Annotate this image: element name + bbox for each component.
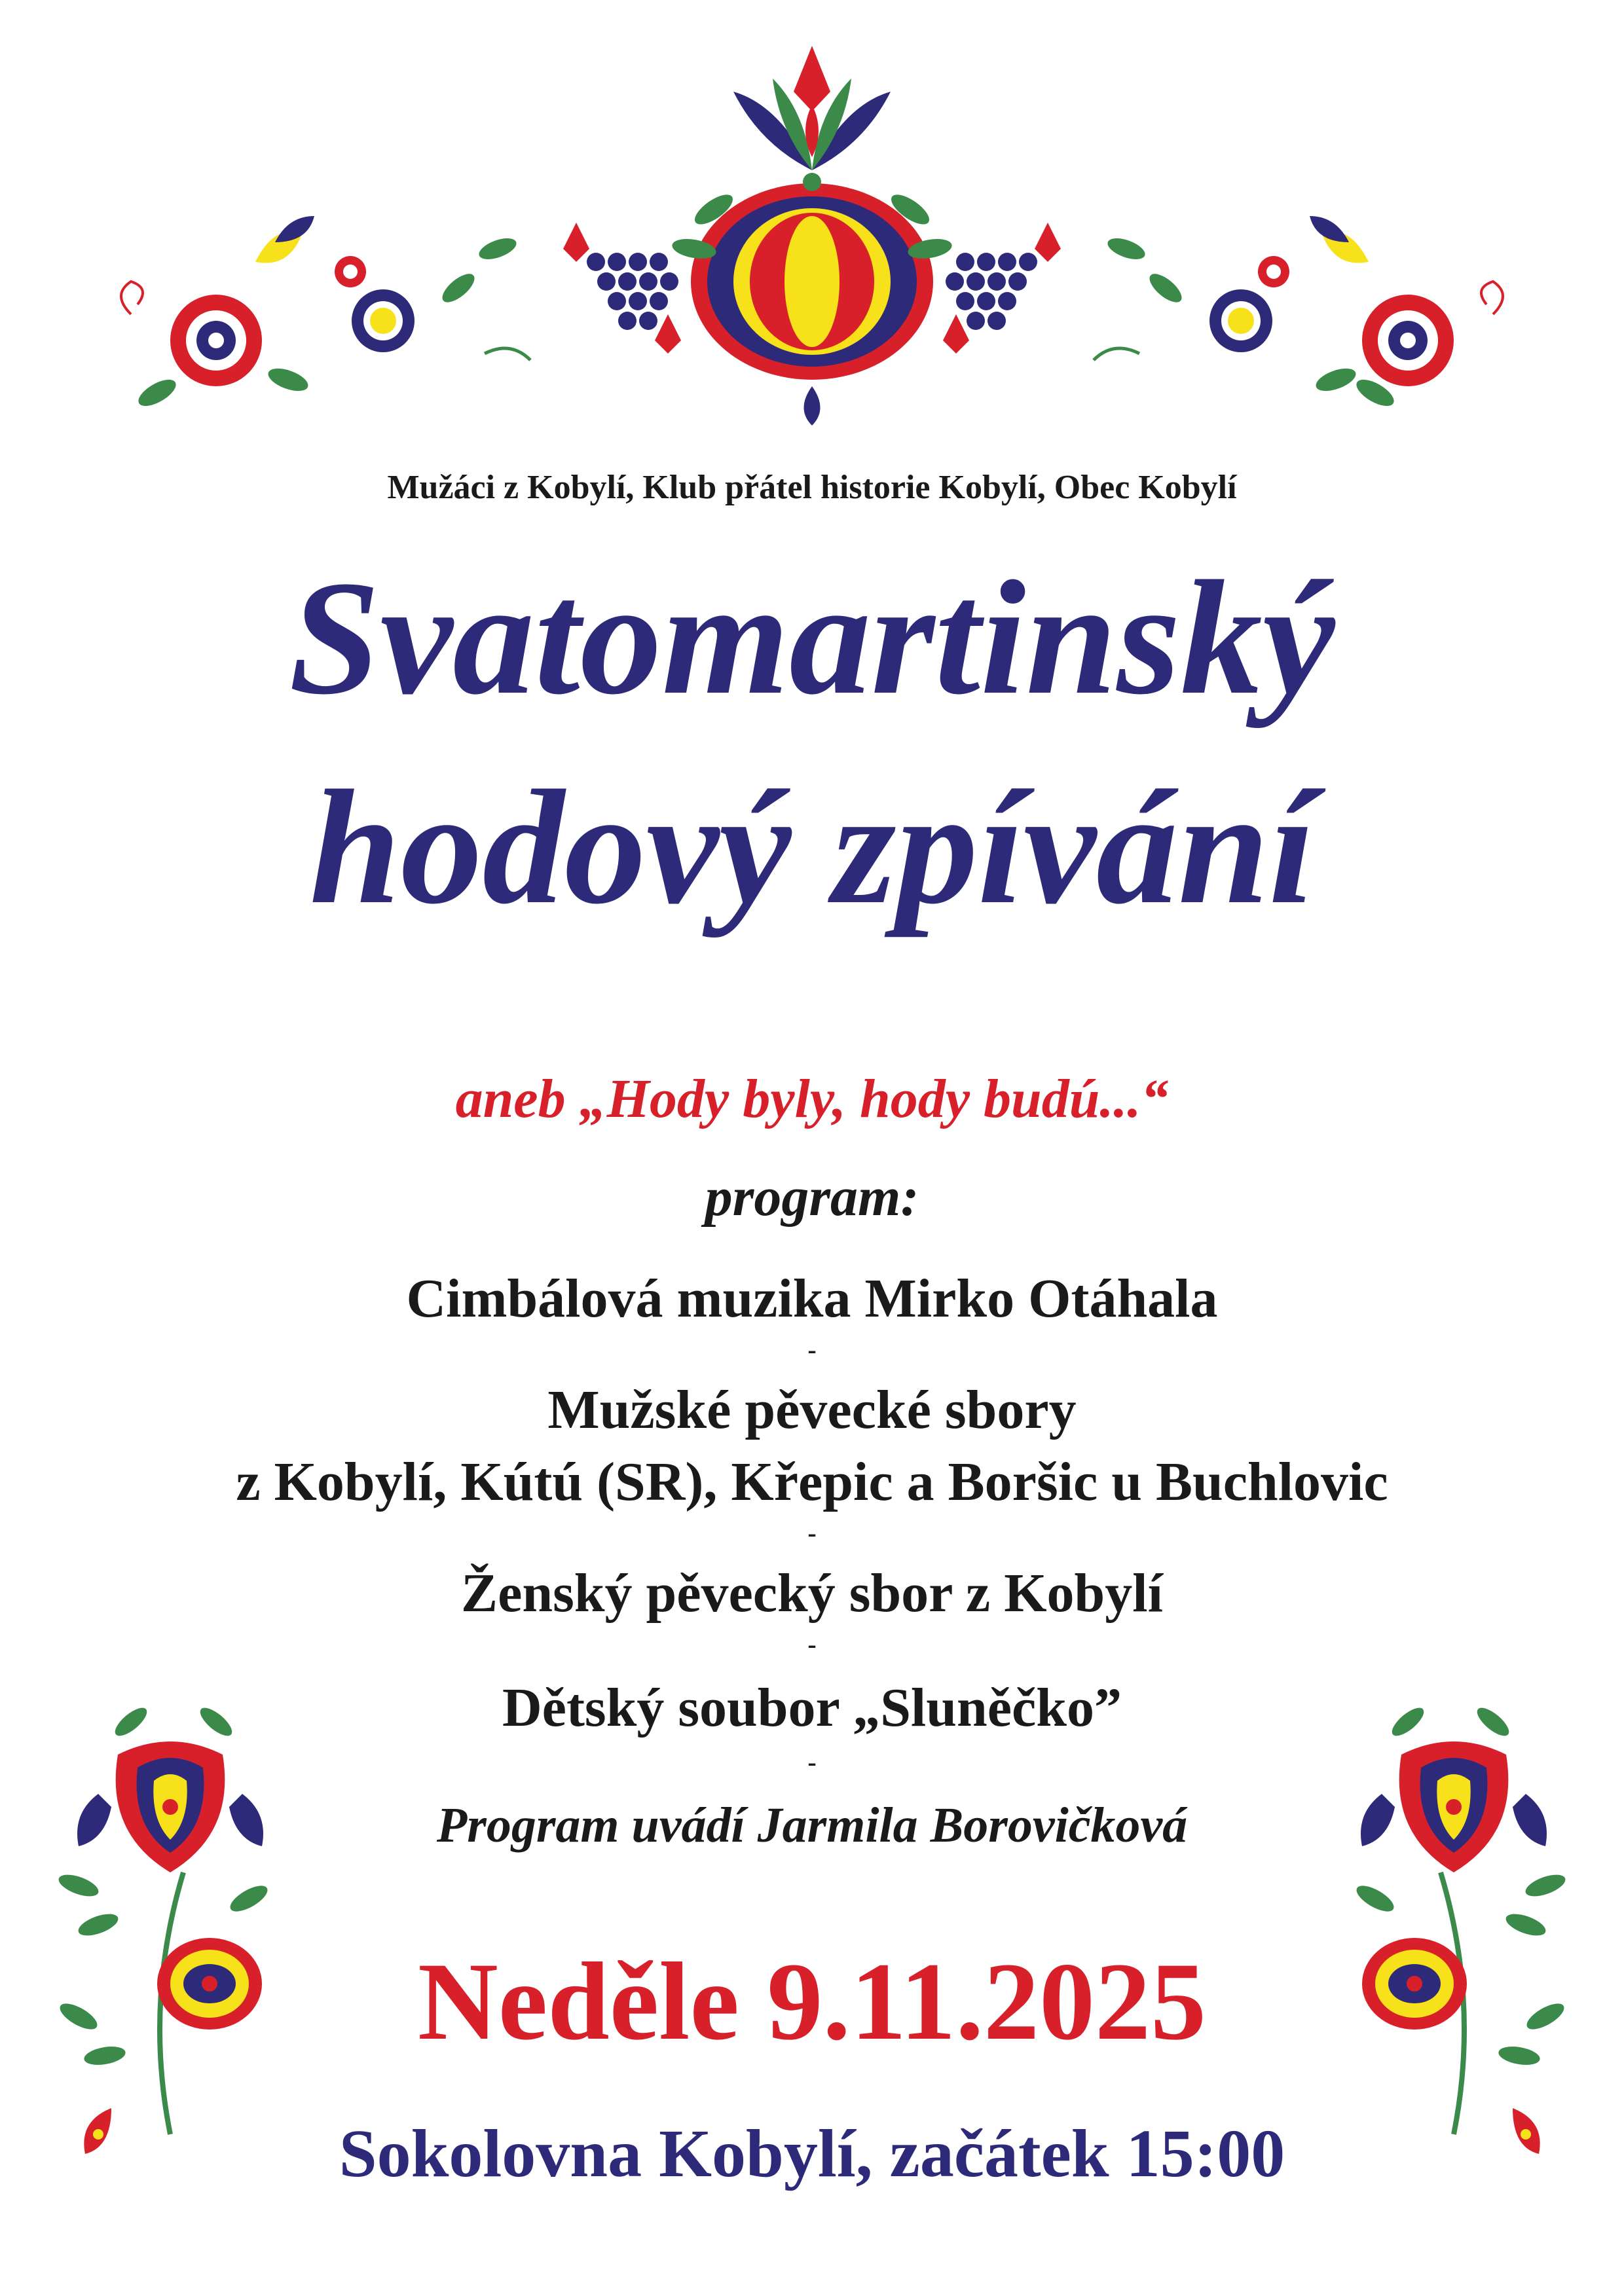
title-line-1: Svatomartinský	[289, 547, 1335, 729]
separator-4: -	[807, 1747, 817, 1777]
flower-right-large-icon	[1362, 295, 1454, 386]
program-item-2: Mužské pěvecké sbory	[547, 1379, 1077, 1440]
program-item-3: Ženský pěvecký sbor z Kobylí	[461, 1563, 1163, 1624]
program-label: program:	[705, 1167, 919, 1228]
grape-cluster-left-icon	[587, 253, 678, 330]
event-date: Neděle 9.11.2025	[417, 1940, 1207, 2063]
title-line-2: hodový zpívání	[309, 757, 1315, 938]
flower-right-medium-icon	[1209, 289, 1272, 352]
flower-left-large-icon	[170, 295, 262, 386]
event-venue: Sokolovna Kobylí, začátek 15:00	[339, 2116, 1285, 2191]
folk-flower-right-icon	[1310, 1702, 1585, 2160]
folk-flower-left-icon	[39, 1702, 314, 2160]
central-pomegranate-icon	[691, 173, 933, 426]
organizers-line: Mužáci z Kobylí, Klub přátel historie Kobylí, Obec Kobylí	[387, 469, 1237, 506]
program-host: Program uvádí Jarmila Borovičková	[436, 1798, 1188, 1853]
separator-3: -	[807, 1630, 817, 1659]
program-item-2b: z Kobylí, Kútú (SR), Křepic a Boršic u Buchlovic	[236, 1451, 1388, 1512]
crown-leaves-icon	[733, 46, 891, 170]
program-item-4: Dětský soubor „Sluněčko”	[502, 1677, 1122, 1738]
grape-cluster-right-icon	[946, 253, 1037, 330]
folk-ornament-top	[92, 39, 1532, 432]
program-item-1: Cimbálová muzika Mirko Otáhala	[406, 1268, 1218, 1329]
subtitle: aneb „Hody byly, hody budú...“	[455, 1068, 1169, 1129]
separator-1: -	[807, 1335, 817, 1364]
separator-2: -	[807, 1518, 817, 1548]
flower-left-medium-icon	[352, 289, 415, 352]
